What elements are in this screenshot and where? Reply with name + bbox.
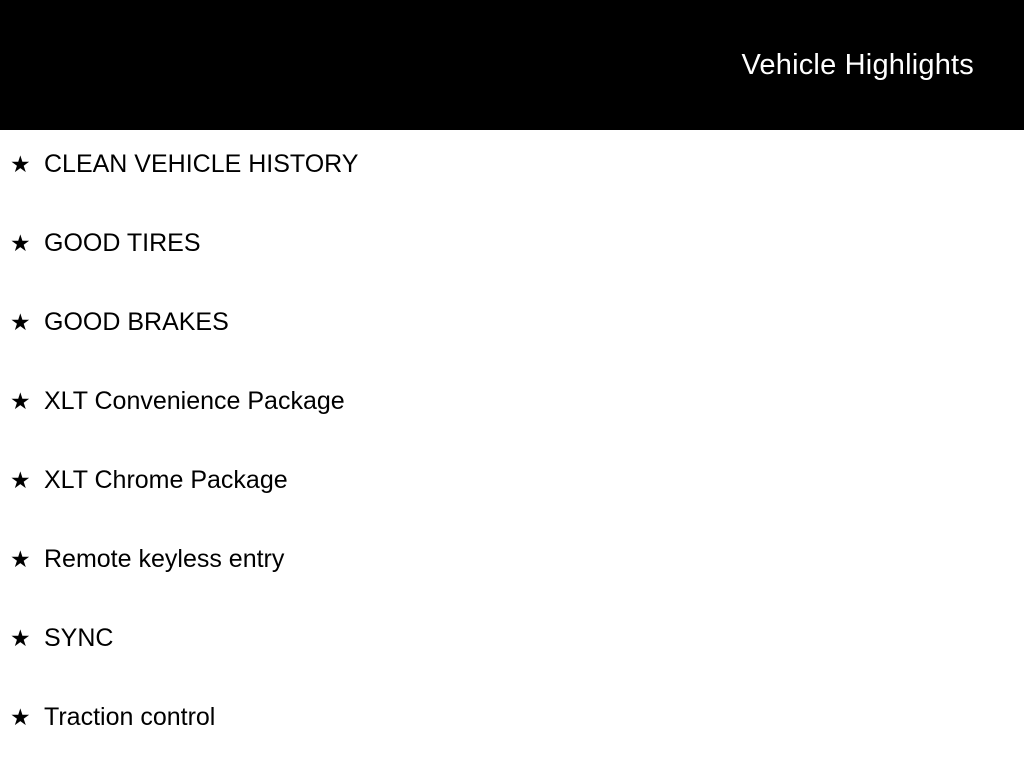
list-item	[0, 152, 1024, 231]
list-item-label: GOOD BRAKES	[44, 308, 229, 336]
page-title: Vehicle Highlights	[741, 48, 974, 81]
list-item-label: XLT Chrome Package	[44, 466, 288, 494]
list-item	[0, 547, 1024, 626]
star-icon: ★	[10, 625, 31, 651]
list-item-label: CLEAN VEHICLE HISTORY	[44, 150, 359, 178]
star-icon: ★	[10, 388, 31, 414]
star-icon: ★	[10, 704, 31, 730]
list-item-label: Remote keyless entry	[44, 545, 285, 573]
list-item	[0, 626, 1024, 705]
star-icon: ★	[10, 309, 31, 335]
star-icon: ★	[10, 151, 31, 177]
star-icon: ★	[10, 230, 31, 256]
list-item	[0, 389, 1024, 468]
list-item-label: SYNC	[44, 624, 114, 652]
list-item-label: Traction control	[44, 703, 216, 731]
list-item	[0, 310, 1024, 389]
list-item	[0, 231, 1024, 310]
vehicle-highlights-list	[0, 130, 1024, 784]
page-header	[0, 0, 1024, 130]
list-item-label: XLT Convenience Package	[44, 387, 345, 415]
list-item	[0, 468, 1024, 547]
star-icon: ★	[10, 546, 31, 572]
star-icon: ★	[10, 467, 31, 493]
list-item-label: GOOD TIRES	[44, 229, 201, 257]
list-item	[0, 705, 1024, 784]
